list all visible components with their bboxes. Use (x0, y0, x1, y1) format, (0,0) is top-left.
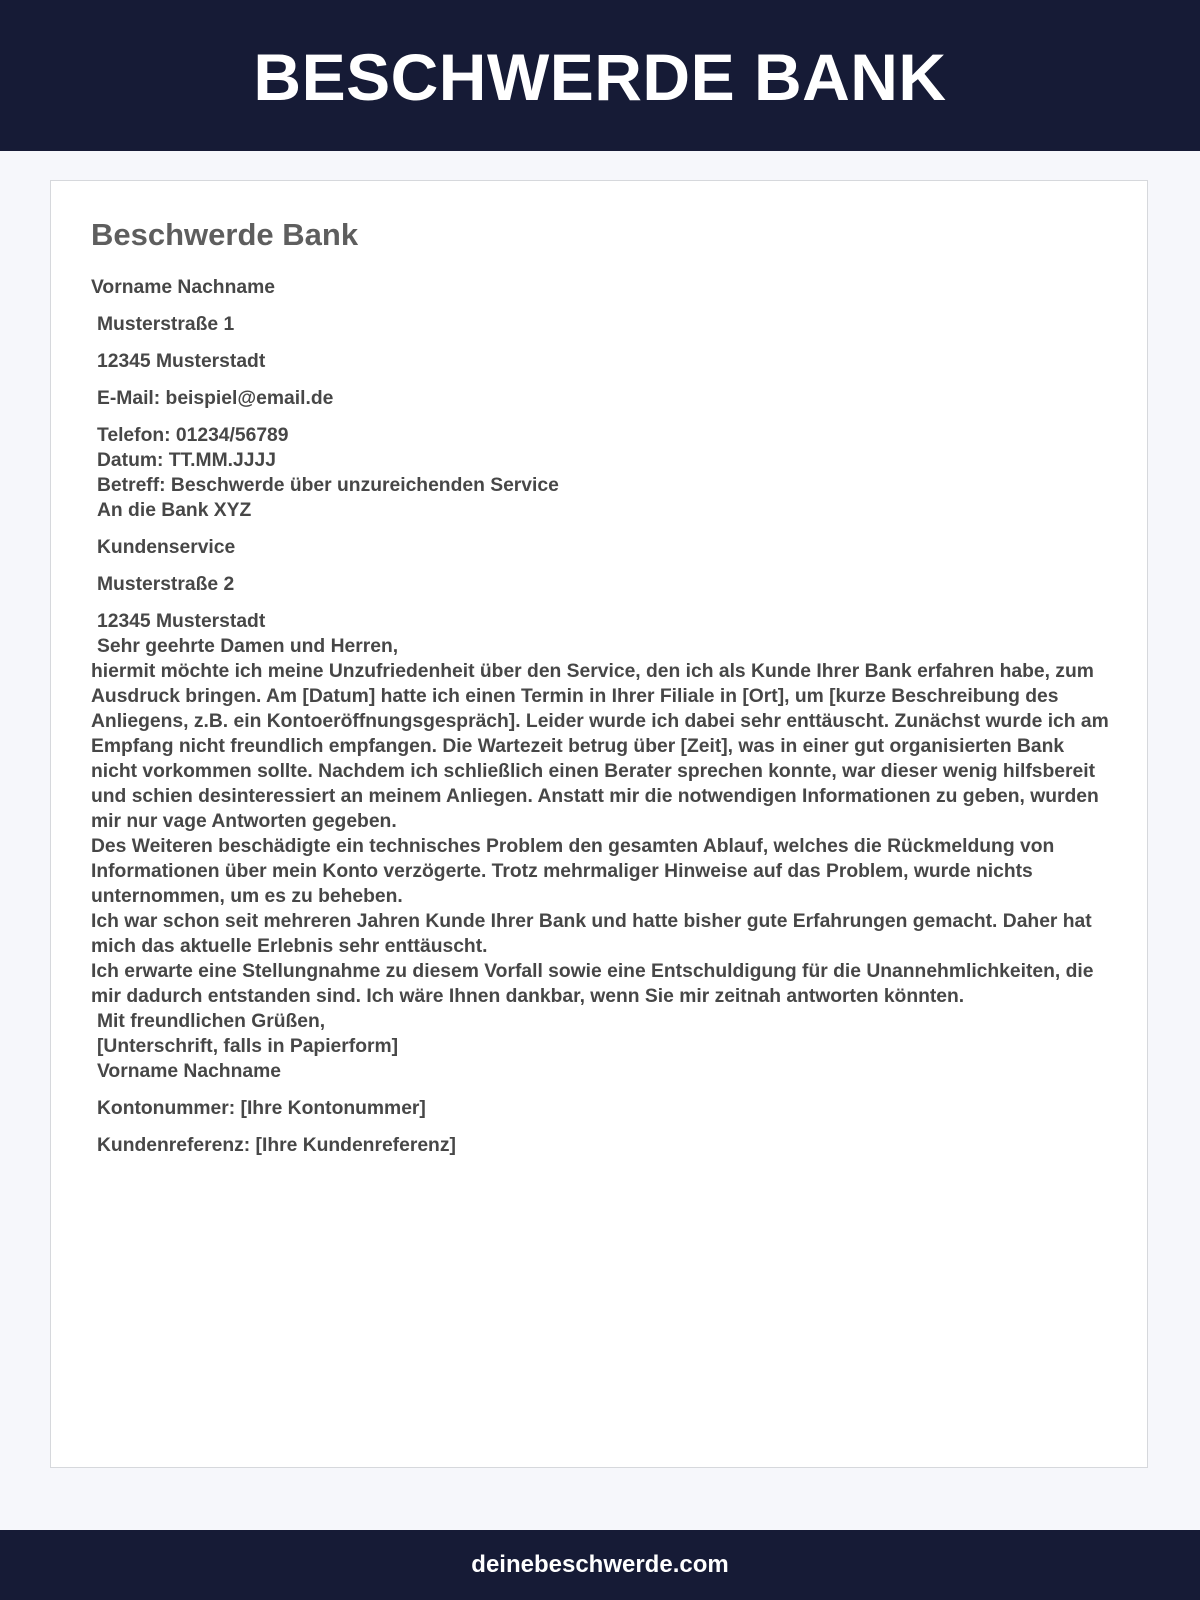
recipient-name: An die Bank XYZ (97, 500, 252, 521)
sender-city: 12345 Musterstadt (97, 351, 266, 372)
recipient-department: Kundenservice (97, 537, 236, 558)
closing: Mit freundlichen Grüßen, (97, 1011, 326, 1032)
recipient-street: Musterstraße 2 (97, 574, 235, 595)
sender-email: E-Mail: beispiel@email.de (97, 388, 334, 409)
page-footer (0, 1530, 1200, 1600)
letter-body (91, 275, 1111, 1158)
account-number: Kontonummer: [Ihre Kontonummer] (97, 1098, 426, 1119)
signature-name: Vorname Nachname (97, 1061, 281, 1082)
letter-card (50, 180, 1148, 1468)
page-header (0, 0, 1200, 151)
footer-site: deinebeschwerde.com (471, 1551, 729, 1578)
body-paragraph: hiermit möchte ich meine Unzufriedenheit über den Service, den ich als Kunde Ihrer Bank erfahren habe, zum Ausdruck bringen. Am [Datum] hatte ich einen Termin in Ihrer Filiale in [Ort], um [kurze Beschreibung des Anliegens, z.B. ein Kontoeröffnungsgespräch]. Leider wurde ich dabei sehr enttäuscht. Zunächst wurde ich am Empfang nicht freundlich empfangen. Die Wartezeit betrug über [Zeit], was in einer gut organisierten Bank nicht vorkommen sollte. Nachdem ich schließlich einen Berater sprechen konnte, war dieser wenig hilfsbereit und schien desinteressiert an meinem Anliegen. Anstatt mir die notwendigen Informationen zu geben, wurden mir nur vage Antworten gegeben. (91, 661, 1109, 832)
letter-subject: Betreff: Beschwerde über unzureichenden Service (97, 475, 559, 496)
salutation: Sehr geehrte Damen und Herren, (97, 636, 399, 657)
header-title: BESCHWERDE BANK (253, 39, 947, 114)
body-paragraph: Des Weiteren beschädigte ein technisches Problem den gesamten Ablauf, welches die Rückmeldung von Informationen über mein Konto verzögerte. Trotz mehrmaliger Hinweise auf das Problem, wurde nichts unternommen, um es zu beheben. (91, 836, 1055, 907)
signature-note: [Unterschrift, falls in Papierform] (97, 1036, 399, 1057)
body-paragraph: Ich erwarte eine Stellungnahme zu diesem Vorfall sowie eine Entschuldigung für die Unannehmlichkeiten, die mir dadurch entstanden sind. Ich wäre Ihnen dankbar, wenn Sie mir zeitnah antworten könnten. (91, 961, 1094, 1007)
customer-reference: Kundenreferenz: [Ihre Kundenreferenz] (97, 1135, 456, 1156)
recipient-city: 12345 Musterstadt (97, 611, 266, 632)
sender-phone: Telefon: 01234/56789 (97, 425, 289, 446)
body-paragraph: Ich war schon seit mehreren Jahren Kunde Ihrer Bank und hatte bisher gute Erfahrungen gemacht. Daher hat mich das aktuelle Erlebnis sehr enttäuscht. (91, 911, 1092, 957)
sender-street: Musterstraße 1 (97, 314, 235, 335)
letter-date: Datum: TT.MM.JJJJ (97, 450, 276, 471)
sender-name: Vorname Nachname (91, 277, 275, 298)
document-title: Beschwerde Bank (91, 217, 359, 252)
